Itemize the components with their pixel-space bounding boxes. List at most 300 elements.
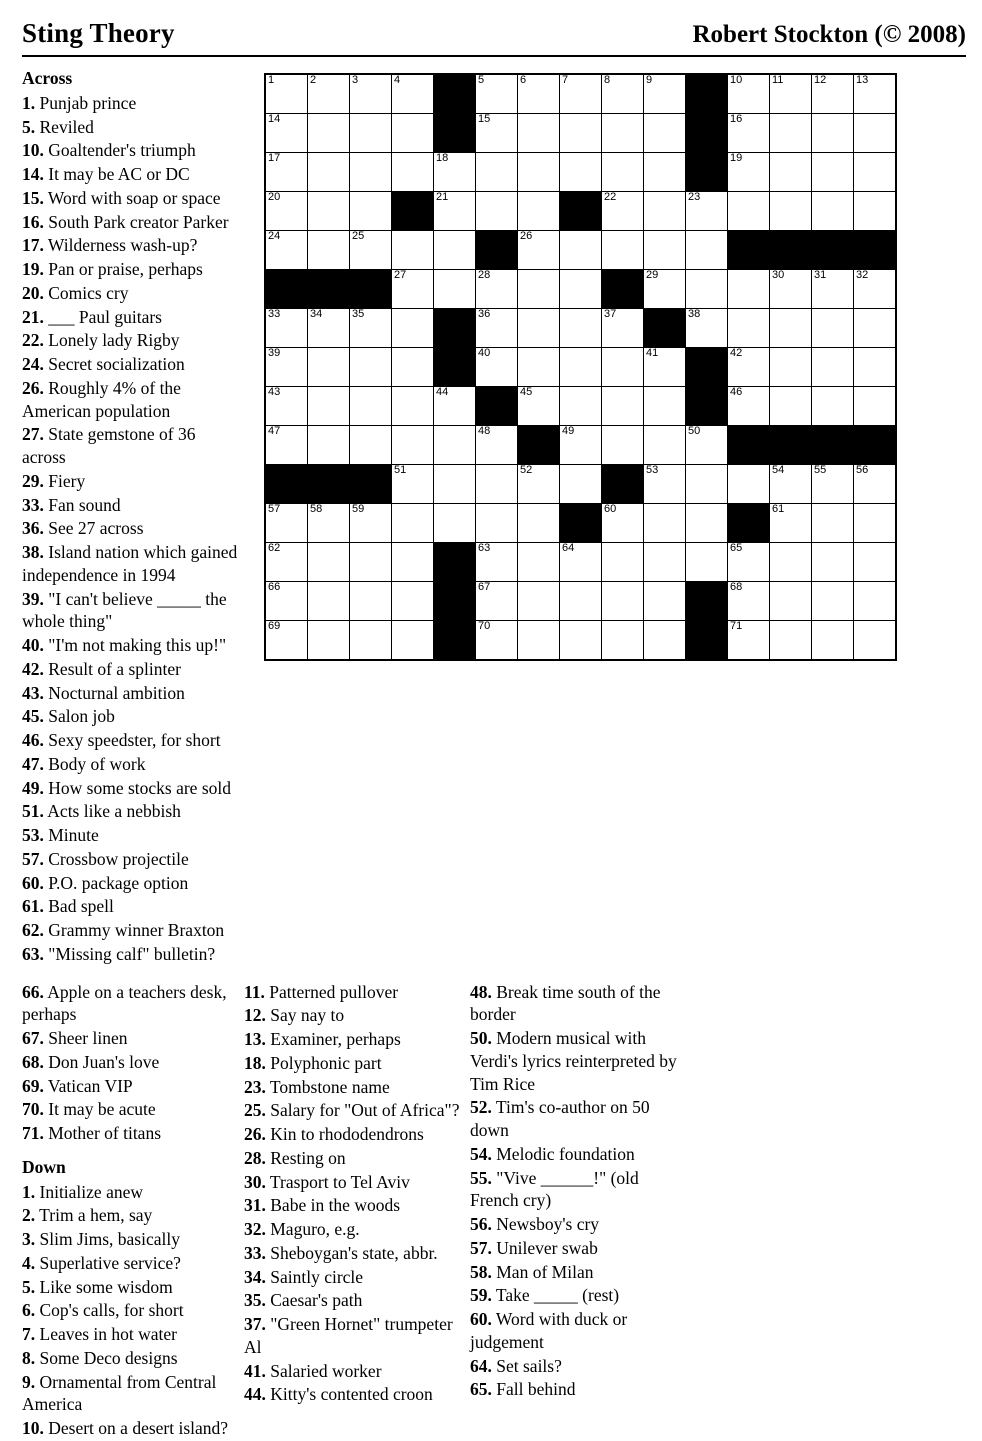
clue-item: [22, 423, 240, 469]
grid-block-cell: [434, 309, 476, 348]
grid-cell[interactable]: [686, 465, 728, 504]
grid-cell[interactable]: [560, 74, 602, 114]
grid-cell[interactable]: [644, 114, 686, 153]
grid-cell[interactable]: [518, 114, 560, 153]
clue-item: [22, 588, 240, 634]
clue-item: [22, 1181, 236, 1204]
grid-cell[interactable]: [770, 74, 812, 114]
clue-number: 69.: [22, 1075, 44, 1096]
grid-cell[interactable]: [265, 309, 308, 348]
grid-cell[interactable]: [644, 426, 686, 465]
grid-cell[interactable]: [602, 621, 644, 661]
grid-cell[interactable]: [854, 74, 897, 114]
grid-cell-number: 44: [436, 386, 449, 398]
clue-text: See 27 across: [43, 518, 144, 539]
clue-text: Crossbow projectile: [43, 848, 189, 869]
grid-cell[interactable]: [812, 387, 854, 426]
grid-cell[interactable]: [686, 270, 728, 309]
clue-number: 13.: [244, 1029, 266, 1049]
grid-cell[interactable]: [518, 153, 560, 192]
grid-cell[interactable]: [476, 504, 518, 543]
grid-cell[interactable]: [308, 543, 350, 582]
clue-text: Trim a hem, say: [35, 1205, 153, 1226]
clue-item: [244, 1313, 462, 1359]
clue-item: [22, 1417, 236, 1440]
grid-cell[interactable]: [560, 348, 602, 387]
grid-cell[interactable]: [392, 270, 434, 309]
clue-text: "Green Hornet" trumpeter Al: [244, 1314, 453, 1357]
clue-text: Punjab prince: [35, 92, 137, 113]
grid-cell[interactable]: [770, 621, 812, 661]
clue-item: [244, 1147, 462, 1170]
author-credit: Robert Stockton (© 2008): [692, 21, 966, 48]
grid-cell[interactable]: [560, 387, 602, 426]
clue-number: 15.: [22, 187, 44, 208]
grid-cell[interactable]: [476, 114, 518, 153]
grid-block-cell: [686, 387, 728, 426]
grid-cell[interactable]: [350, 387, 392, 426]
grid-cell[interactable]: [308, 309, 350, 348]
grid-cell[interactable]: [812, 582, 854, 621]
clue-text: Goaltender's triumph: [43, 140, 196, 161]
grid-cell[interactable]: [308, 153, 350, 192]
grid-cell[interactable]: [602, 192, 644, 231]
grid-cell[interactable]: [392, 309, 434, 348]
grid-cell[interactable]: [644, 231, 686, 270]
clue-text: Pan or praise, perhaps: [43, 259, 203, 279]
grid-cell[interactable]: [812, 153, 854, 192]
grid-cell-number: 50: [688, 425, 701, 437]
grid-row: [265, 348, 896, 387]
grid-block-cell: [476, 387, 518, 426]
grid-cell[interactable]: [518, 621, 560, 661]
grid-cell[interactable]: [392, 387, 434, 426]
grid-cell[interactable]: [392, 582, 434, 621]
grid-cell[interactable]: [265, 348, 308, 387]
grid-cell[interactable]: [770, 348, 812, 387]
grid-cell[interactable]: [602, 582, 644, 621]
grid-cell[interactable]: [560, 114, 602, 153]
grid-cell[interactable]: [560, 543, 602, 582]
grid-cell-number: 56: [856, 464, 869, 476]
clue-item: [22, 777, 240, 800]
grid-cell[interactable]: [770, 309, 812, 348]
grid-cell[interactable]: [308, 192, 350, 231]
grid-cell[interactable]: [770, 465, 812, 504]
grid-cell[interactable]: [476, 74, 518, 114]
grid-cell[interactable]: [728, 74, 770, 114]
grid-cell[interactable]: [350, 426, 392, 465]
down-heading: Down: [22, 1156, 66, 1177]
grid-cell[interactable]: [854, 153, 897, 192]
clue-number: 26.: [22, 377, 44, 398]
grid-cell[interactable]: [350, 231, 392, 270]
grid-cell[interactable]: [434, 270, 476, 309]
grid-cell[interactable]: [686, 231, 728, 270]
grid-cell[interactable]: [770, 543, 812, 582]
grid-cell[interactable]: [644, 153, 686, 192]
grid-cell[interactable]: [770, 270, 812, 309]
grid-cell[interactable]: [265, 582, 308, 621]
grid-cell[interactable]: [350, 309, 392, 348]
grid-cell[interactable]: [728, 309, 770, 348]
clue-text: Say nay to: [265, 1005, 345, 1026]
grid-cell[interactable]: [265, 114, 308, 153]
grid-cell[interactable]: [812, 309, 854, 348]
grid-block-cell: [644, 309, 686, 348]
grid-block-cell: [686, 153, 728, 192]
grid-cell[interactable]: [812, 74, 854, 114]
grid-block-cell: [728, 504, 770, 543]
grid-cell[interactable]: [308, 582, 350, 621]
grid-cell-number: 12: [814, 74, 827, 86]
clue-text: Grammy winner Braxton: [43, 920, 225, 940]
grid-cell[interactable]: [392, 114, 434, 153]
grid-cell[interactable]: [854, 192, 897, 231]
grid-cell[interactable]: [308, 387, 350, 426]
grid-cell[interactable]: [518, 309, 560, 348]
grid-cell[interactable]: [350, 153, 392, 192]
grid-cell[interactable]: [476, 621, 518, 661]
grid-cell[interactable]: [476, 192, 518, 231]
grid-cell[interactable]: [854, 582, 897, 621]
grid-cell[interactable]: [560, 270, 602, 309]
grid-cell[interactable]: [854, 387, 897, 426]
grid-row: [265, 465, 896, 504]
clue-item: [244, 1123, 462, 1146]
clue-text: Caesar's path: [265, 1290, 363, 1311]
grid-cell[interactable]: [560, 465, 602, 504]
grid-cell[interactable]: [728, 153, 770, 192]
grid-cell[interactable]: [770, 387, 812, 426]
grid-cell[interactable]: [686, 504, 728, 543]
grid-cell[interactable]: [476, 153, 518, 192]
grid-cell[interactable]: [392, 426, 434, 465]
grid-cell[interactable]: [308, 231, 350, 270]
grid-cell[interactable]: [728, 543, 770, 582]
clue-item: [22, 329, 240, 352]
grid-block-cell: [686, 621, 728, 661]
clue-text: Reviled: [35, 116, 94, 137]
grid-cell[interactable]: [392, 504, 434, 543]
clue-number: 10.: [22, 140, 44, 161]
grid-cell[interactable]: [644, 543, 686, 582]
grid-cell[interactable]: [854, 348, 897, 387]
grid-cell[interactable]: [854, 543, 897, 582]
grid-cell[interactable]: [518, 543, 560, 582]
grid-cell[interactable]: [265, 192, 308, 231]
grid-cell[interactable]: [518, 348, 560, 387]
grid-cell[interactable]: [518, 582, 560, 621]
grid-cell[interactable]: [812, 114, 854, 153]
grid-cell[interactable]: [434, 387, 476, 426]
grid-cell[interactable]: [392, 348, 434, 387]
page-header: [22, 18, 966, 57]
grid-cell[interactable]: [686, 309, 728, 348]
grid-cell[interactable]: [728, 192, 770, 231]
clue-item: [244, 1171, 462, 1194]
clue-number: 38.: [22, 542, 44, 562]
grid-cell[interactable]: [392, 621, 434, 661]
clue-number: 19.: [22, 259, 44, 279]
grid-cell[interactable]: [728, 270, 770, 309]
clue-text: Bad spell: [43, 896, 114, 917]
grid-cell[interactable]: [812, 270, 854, 309]
grid-cell[interactable]: [644, 348, 686, 387]
grid-cell[interactable]: [518, 387, 560, 426]
clue-item: [22, 116, 240, 139]
clue-text: Sheboygan's state, abbr.: [265, 1242, 438, 1263]
grid-cell[interactable]: [265, 426, 308, 465]
grid-cell-number: 35: [352, 308, 365, 320]
grid-cell[interactable]: [350, 582, 392, 621]
grid-cell[interactable]: [392, 74, 434, 114]
grid-cell[interactable]: [308, 114, 350, 153]
grid-cell[interactable]: [560, 153, 602, 192]
grid-cell-number: 64: [562, 542, 575, 554]
grid-cell[interactable]: [518, 74, 560, 114]
grid-cell[interactable]: [476, 348, 518, 387]
grid-cell[interactable]: [308, 426, 350, 465]
down-clue-list-2: [244, 981, 462, 1407]
grid-cell[interactable]: [265, 74, 308, 114]
grid-cell[interactable]: [728, 387, 770, 426]
grid-cell[interactable]: [434, 153, 476, 192]
grid-block-cell: [812, 426, 854, 465]
clue-item: [470, 1143, 688, 1166]
grid-cell[interactable]: [854, 504, 897, 543]
clue-item: [244, 1004, 462, 1027]
grid-cell[interactable]: [602, 348, 644, 387]
grid-cell[interactable]: [728, 348, 770, 387]
grid-cell[interactable]: [770, 153, 812, 192]
grid-cell[interactable]: [392, 465, 434, 504]
grid-cell[interactable]: [602, 504, 644, 543]
grid-cell[interactable]: [518, 504, 560, 543]
grid-cell[interactable]: [854, 270, 897, 309]
grid-cell-number: 24: [268, 230, 281, 242]
grid-cell-number: 20: [268, 191, 281, 203]
grid-cell-number: 17: [268, 152, 281, 164]
grid-cell[interactable]: [728, 582, 770, 621]
grid-cell[interactable]: [602, 309, 644, 348]
clue-number: 64.: [470, 1355, 492, 1376]
grid-cell[interactable]: [686, 543, 728, 582]
crossword-grid[interactable]: [264, 73, 897, 661]
grid-cell-number: 6: [520, 74, 527, 86]
grid-cell[interactable]: [518, 231, 560, 270]
clue-text: State gemstone of 36 across: [22, 424, 196, 467]
clue-item: [470, 1355, 688, 1378]
grid-row: [265, 504, 896, 543]
grid-block-cell: [602, 465, 644, 504]
grid-cell[interactable]: [476, 582, 518, 621]
grid-cell[interactable]: [686, 192, 728, 231]
grid-cell[interactable]: [602, 426, 644, 465]
grid-cell[interactable]: [812, 621, 854, 661]
clue-item: [244, 1289, 462, 1312]
grid-cell[interactable]: [350, 621, 392, 661]
grid-cell[interactable]: [770, 504, 812, 543]
grid-cell[interactable]: [812, 348, 854, 387]
clue-number: 53.: [22, 825, 44, 845]
grid-cell[interactable]: [476, 426, 518, 465]
grid-cell[interactable]: [854, 309, 897, 348]
grid-cell[interactable]: [560, 582, 602, 621]
grid-cell[interactable]: [644, 504, 686, 543]
grid-cell-number: 23: [688, 191, 701, 203]
clue-text: Saintly circle: [265, 1266, 364, 1287]
clue-number: 45.: [22, 706, 44, 727]
grid-cell[interactable]: [728, 465, 770, 504]
grid-cell[interactable]: [350, 74, 392, 114]
clue-number: 21.: [22, 306, 44, 327]
clue-number: 30.: [244, 1171, 266, 1192]
grid-cell[interactable]: [265, 387, 308, 426]
grid-cell[interactable]: [560, 426, 602, 465]
clue-number: 49.: [22, 777, 44, 798]
grid-cell[interactable]: [602, 153, 644, 192]
grid-cell[interactable]: [434, 465, 476, 504]
clue-item: [22, 1122, 236, 1145]
clue-number: 42.: [22, 658, 44, 679]
grid-cell[interactable]: [602, 114, 644, 153]
grid-cell[interactable]: [602, 387, 644, 426]
grid-cell[interactable]: [812, 192, 854, 231]
grid-cell[interactable]: [644, 582, 686, 621]
clue-number: 23.: [244, 1076, 266, 1097]
grid-cell[interactable]: [644, 74, 686, 114]
clue-text: Some Deco designs: [35, 1347, 178, 1368]
clue-item: [470, 1237, 688, 1260]
grid-cell[interactable]: [560, 621, 602, 661]
grid-cell[interactable]: [644, 465, 686, 504]
grid-cell[interactable]: [602, 543, 644, 582]
grid-cell-number: 42: [730, 347, 743, 359]
page-title: Sting Theory: [22, 18, 175, 48]
grid-cell[interactable]: [392, 543, 434, 582]
grid-cell[interactable]: [644, 387, 686, 426]
grid-cell[interactable]: [854, 465, 897, 504]
grid-cell[interactable]: [812, 504, 854, 543]
clue-number: 20.: [22, 282, 44, 303]
clue-text: Body of work: [43, 753, 146, 774]
clue-item: [22, 92, 240, 115]
clue-text: Modern musical with Verdi's lyrics reinterpreted by Tim Rice: [470, 1028, 677, 1094]
grid-cell[interactable]: [854, 114, 897, 153]
grid-cell[interactable]: [350, 114, 392, 153]
clue-item: [22, 705, 240, 728]
grid-cell[interactable]: [350, 192, 392, 231]
clue-item: [470, 1027, 688, 1095]
grid-cell-number: 11: [772, 74, 784, 86]
clue-number: 12.: [244, 1005, 266, 1026]
grid-cell[interactable]: [265, 621, 308, 661]
grid-cell[interactable]: [265, 504, 308, 543]
grid-cell[interactable]: [476, 270, 518, 309]
grid-cell-number: 41: [646, 347, 659, 359]
clue-text: Examiner, perhaps: [265, 1029, 401, 1049]
grid-cell[interactable]: [728, 621, 770, 661]
grid-cell[interactable]: [265, 153, 308, 192]
grid-cell[interactable]: [434, 504, 476, 543]
grid-cell[interactable]: [644, 621, 686, 661]
grid-cell[interactable]: [476, 543, 518, 582]
clue-item: [22, 234, 240, 257]
grid-cell[interactable]: [686, 426, 728, 465]
grid-cell[interactable]: [812, 465, 854, 504]
grid-cell[interactable]: [728, 114, 770, 153]
grid-cell[interactable]: [265, 231, 308, 270]
clue-item: [22, 1228, 236, 1251]
grid-cell[interactable]: [476, 309, 518, 348]
clue-number: 40.: [22, 635, 44, 655]
grid-cell[interactable]: [434, 192, 476, 231]
clue-item: [22, 1323, 236, 1346]
grid-block-cell: [265, 270, 308, 309]
grid-cell[interactable]: [350, 348, 392, 387]
clue-item: [22, 187, 240, 210]
clue-number: 26.: [244, 1124, 266, 1144]
grid-cell[interactable]: [518, 465, 560, 504]
grid-cell[interactable]: [518, 270, 560, 309]
grid-row: [265, 582, 896, 621]
grid-block-cell: [308, 465, 350, 504]
grid-cell-number: 51: [394, 464, 407, 476]
grid-cell[interactable]: [434, 231, 476, 270]
clue-item: [22, 306, 240, 329]
grid-block-cell: [686, 348, 728, 387]
grid-cell[interactable]: [392, 231, 434, 270]
grid-cell[interactable]: [434, 426, 476, 465]
clue-text: Desert on a desert island?: [43, 1418, 229, 1438]
grid-cell[interactable]: [308, 621, 350, 661]
grid-cell[interactable]: [350, 504, 392, 543]
grid-block-cell: [265, 465, 308, 504]
grid-cell-number: 34: [310, 308, 323, 320]
grid-cell[interactable]: [308, 348, 350, 387]
clue-item: [244, 1360, 462, 1383]
grid-cell[interactable]: [350, 543, 392, 582]
across-clue-list-1: [22, 92, 240, 966]
clue-number: 1.: [22, 92, 36, 113]
grid-cell[interactable]: [308, 504, 350, 543]
clue-text: Man of Milan: [491, 1261, 594, 1282]
grid-cell[interactable]: [854, 621, 897, 661]
grid-cell[interactable]: [560, 309, 602, 348]
grid-cell[interactable]: [308, 74, 350, 114]
grid-cell[interactable]: [812, 543, 854, 582]
grid-cell[interactable]: [392, 153, 434, 192]
grid-block-cell: [434, 582, 476, 621]
grid-cell[interactable]: [770, 192, 812, 231]
grid-cell[interactable]: [602, 74, 644, 114]
clue-text: Word with soap or space: [43, 187, 221, 208]
grid-cell[interactable]: [644, 270, 686, 309]
grid-cell[interactable]: [602, 231, 644, 270]
grid-cell[interactable]: [476, 465, 518, 504]
grid-cell-number: 63: [478, 542, 491, 554]
grid-cell[interactable]: [770, 582, 812, 621]
grid-cell[interactable]: [770, 114, 812, 153]
grid-cell[interactable]: [644, 192, 686, 231]
grid-cell[interactable]: [518, 192, 560, 231]
grid-cell[interactable]: [265, 543, 308, 582]
grid-cell[interactable]: [560, 231, 602, 270]
grid-cell-number: 18: [436, 152, 449, 164]
clue-item: [22, 943, 240, 966]
clue-number: 32.: [244, 1219, 266, 1239]
